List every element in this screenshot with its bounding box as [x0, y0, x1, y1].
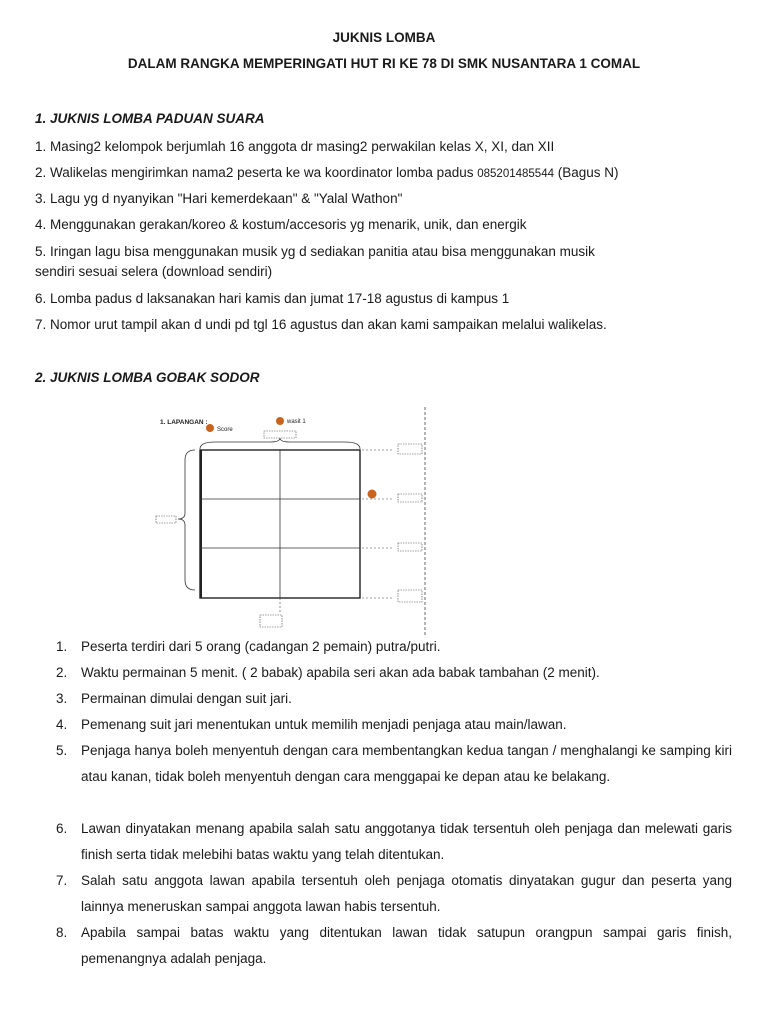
top-brace — [200, 438, 360, 449]
document-subtitle: DALAM RANGKA MEMPERINGATI HUT RI KE 78 DI SMK NUSANTARA 1 COMAL — [127, 56, 641, 71]
item-text: Permainan dimulai dengan suit jari. — [81, 691, 292, 706]
score-label: Score — [217, 427, 233, 433]
item-number: 7. — [56, 873, 68, 888]
list-item — [35, 163, 619, 184]
document-title: JUKNIS LOMBA — [332, 30, 436, 45]
guard-position-box — [398, 543, 422, 551]
item-text: Lawan dinyatakan menang apabila salah satu anggotanya tidak tersentuh oleh penjaga dan melewati garis finish serta tidak melebihi batas waktu yang telah ditentukan. — [81, 821, 732, 862]
list-item: 5. Iringan lagu bisa menggunakan musik yg d sediakan panitia atau bisa menggunakan musik — [35, 244, 595, 259]
item-number: 6. — [56, 821, 68, 836]
list-item: 7. Nomor urut tampil akan d undi pd tgl 16 agustus dan akan kami sampaikan melalui walikelas. — [35, 317, 607, 332]
left-brace — [178, 450, 195, 590]
field-label: 1. LAPANGAN : — [160, 419, 208, 426]
guard-icon — [368, 490, 377, 499]
item-text: Salah satu anggota lawan apabila tersentuh oleh penjaga otomatis dinyatakan gugur dan peserta yang lainnya meneruskan sampai anggota lawan habis tersentuh. — [81, 873, 732, 914]
list-item: 4. Menggunakan gerakan/koreo & kostum/accesoris yg menarik, unik, dan energik — [35, 217, 527, 232]
guard-position-box — [398, 590, 422, 602]
item-text: Peserta terdiri dari 5 orang (cadangan 2 pemain) putra/putri. — [81, 639, 441, 654]
list-item: 3. Lagu yg d nyanyikan "Hari kemerdekaan" & "Yalal Wathon" — [35, 191, 403, 206]
dimension-box — [264, 431, 296, 438]
item-text: Penjaga hanya boleh menyentuh dengan cara membentangkan kedua tangan / menghalangi ke samping kiri atau kanan, tidak boleh menyentuh dengan cara menggapai ke depan atau ke belakang. — [81, 743, 732, 784]
section1-title: 1. JUKNIS LOMBA PADUAN SUARA — [35, 111, 265, 126]
contact-name: (Bagus N) — [557, 165, 619, 180]
phone-number: 085201485544 — [477, 168, 554, 180]
list-item: 1. Masing2 kelompok berjumlah 16 anggota dr masing2 perwakilan kelas X, XI, dan XII — [35, 139, 555, 154]
referee-label: wasit 1 — [287, 419, 306, 425]
list-item-continuation: sendiri sesuai selera (download sendiri) — [35, 264, 273, 279]
item-number: 5. — [56, 743, 68, 758]
guard-position-box — [260, 615, 282, 627]
item-text: Waktu permainan 5 menit. ( 2 babak) apabila seri akan ada babak tambahan (2 menit). — [81, 665, 600, 680]
item-number: 3. — [56, 691, 68, 706]
referee-icon — [276, 417, 284, 425]
field-diagram — [140, 405, 470, 635]
list-item: 6. Lomba padus d laksanakan hari kamis dan jumat 17-18 agustus di kampus 1 — [35, 291, 510, 306]
item-text: Pemenang suit jari menentukan untuk memilih menjadi penjaga atau main/lawan. — [81, 717, 567, 732]
score-icon — [206, 424, 214, 432]
item-number: 4. — [56, 717, 68, 732]
dimension-box — [156, 516, 176, 523]
guard-position-box — [398, 444, 422, 454]
item-number: 1. — [56, 639, 68, 654]
item-number: 2. — [56, 665, 68, 680]
guard-position-box — [398, 494, 422, 502]
section2-title: 2. JUKNIS LOMBA GOBAK SODOR — [35, 370, 260, 385]
item-text: Apabila sampai batas waktu yang ditentukan lawan tidak satupun orangpun sampai garis finish, pemenangnya adalah penjaga. — [81, 925, 732, 966]
item-number: 8. — [56, 925, 68, 940]
list-item-text: 2. Walikelas mengirimkan nama2 peserta ke wa koordinator lomba padus — [35, 165, 474, 180]
